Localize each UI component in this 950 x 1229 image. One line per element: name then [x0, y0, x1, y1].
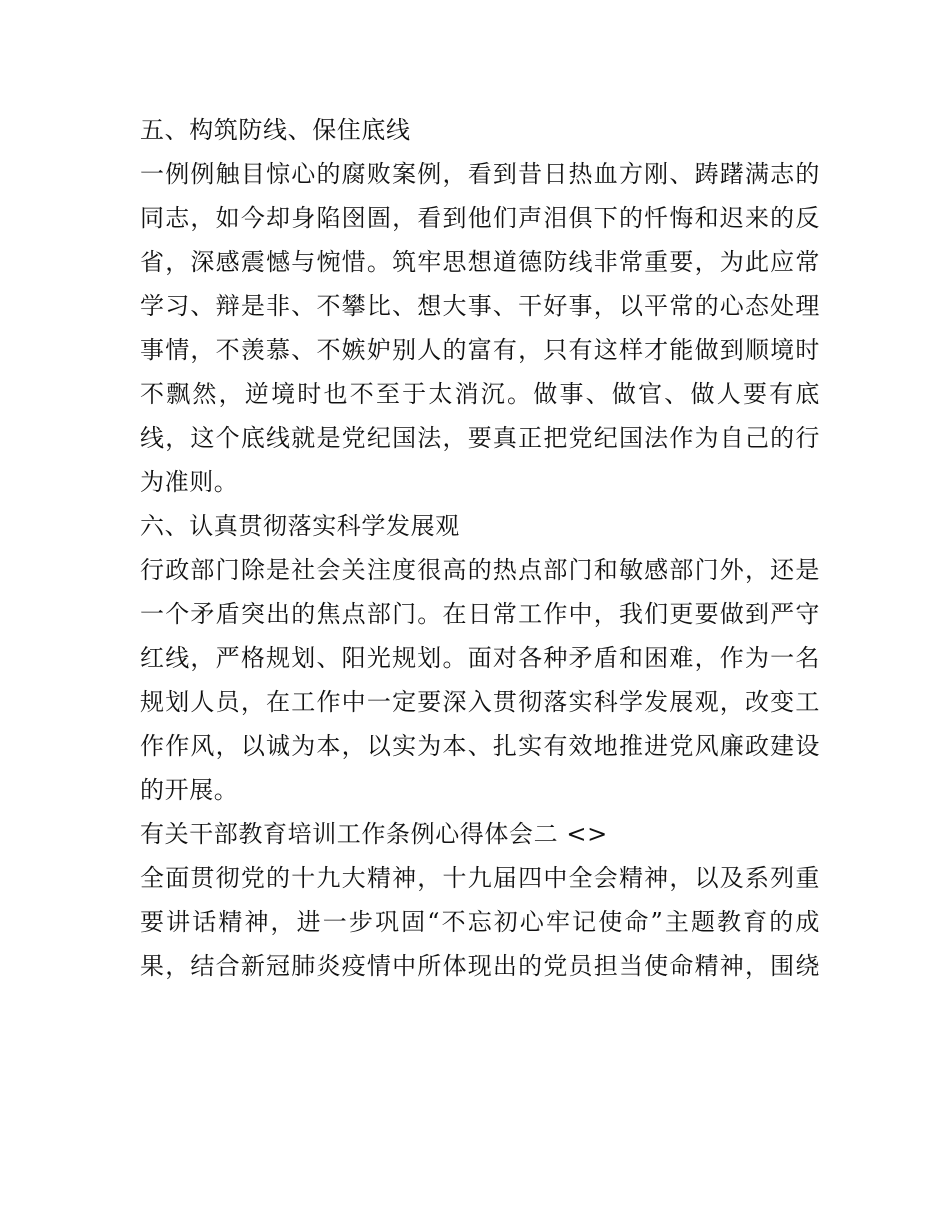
paragraph-line: 作作风，以诚为本，以实为本、扎实有效地推进党风廉政建设: [140, 732, 820, 760]
paragraph-line: 不飘然，逆境时也不至于太消沉。做事、做官、做人要有底: [140, 380, 820, 408]
paragraph-line: 要讲话精神，进一步巩固“不忘初心牢记使命”主题教育的成: [140, 908, 820, 936]
paragraph-line: 同志，如今却身陷囹圄，看到他们声泪俱下的忏悔和迟来的反: [140, 204, 820, 232]
paragraph-line: 的开展。: [140, 776, 239, 804]
paragraph-line: 省，深感震憾与惋惜。筑牢思想道德防线非常重要，为此应常: [140, 248, 820, 276]
paragraph-line: 线，这个底线就是党纪国法，要真正把党纪国法作为自己的行: [140, 424, 820, 452]
paragraph-line: 学习、辩是非、不攀比、想大事、干好事，以平常的心态处理: [140, 292, 820, 320]
document-page: [140, 108, 820, 988]
section-heading-5: 五、构筑防线、保住底线: [140, 116, 411, 144]
article-title: 有关干部教育培训工作条例心得体会二 <>: [140, 820, 608, 848]
paragraph-line: 为准则。: [140, 468, 239, 496]
paragraph-line: 一个矛盾突出的焦点部门。在日常工作中，我们更要做到严守: [140, 600, 820, 628]
paragraph-line: 事情，不羡慕、不嫉妒别人的富有，只有这样才能做到顺境时: [140, 336, 820, 364]
section-heading-6: 六、认真贯彻落实科学发展观: [140, 512, 460, 540]
paragraph-line: 行政部门除是社会关注度很高的热点部门和敏感部门外，还是: [140, 556, 820, 584]
paragraph-line: 红线，严格规划、阳光规划。面对各种矛盾和困难，作为一名: [140, 644, 820, 672]
paragraph-line: 一例例触目惊心的腐败案例，看到昔日热血方刚、踌躇满志的: [140, 160, 820, 188]
paragraph-line: 全面贯彻党的十九大精神，十九届四中全会精神，以及系列重: [140, 864, 820, 892]
paragraph-line: 规划人员，在工作中一定要深入贯彻落实科学发展观，改变工: [140, 688, 820, 716]
paragraph-line: 果，结合新冠肺炎疫情中所体现出的党员担当使命精神，围绕: [140, 952, 820, 980]
